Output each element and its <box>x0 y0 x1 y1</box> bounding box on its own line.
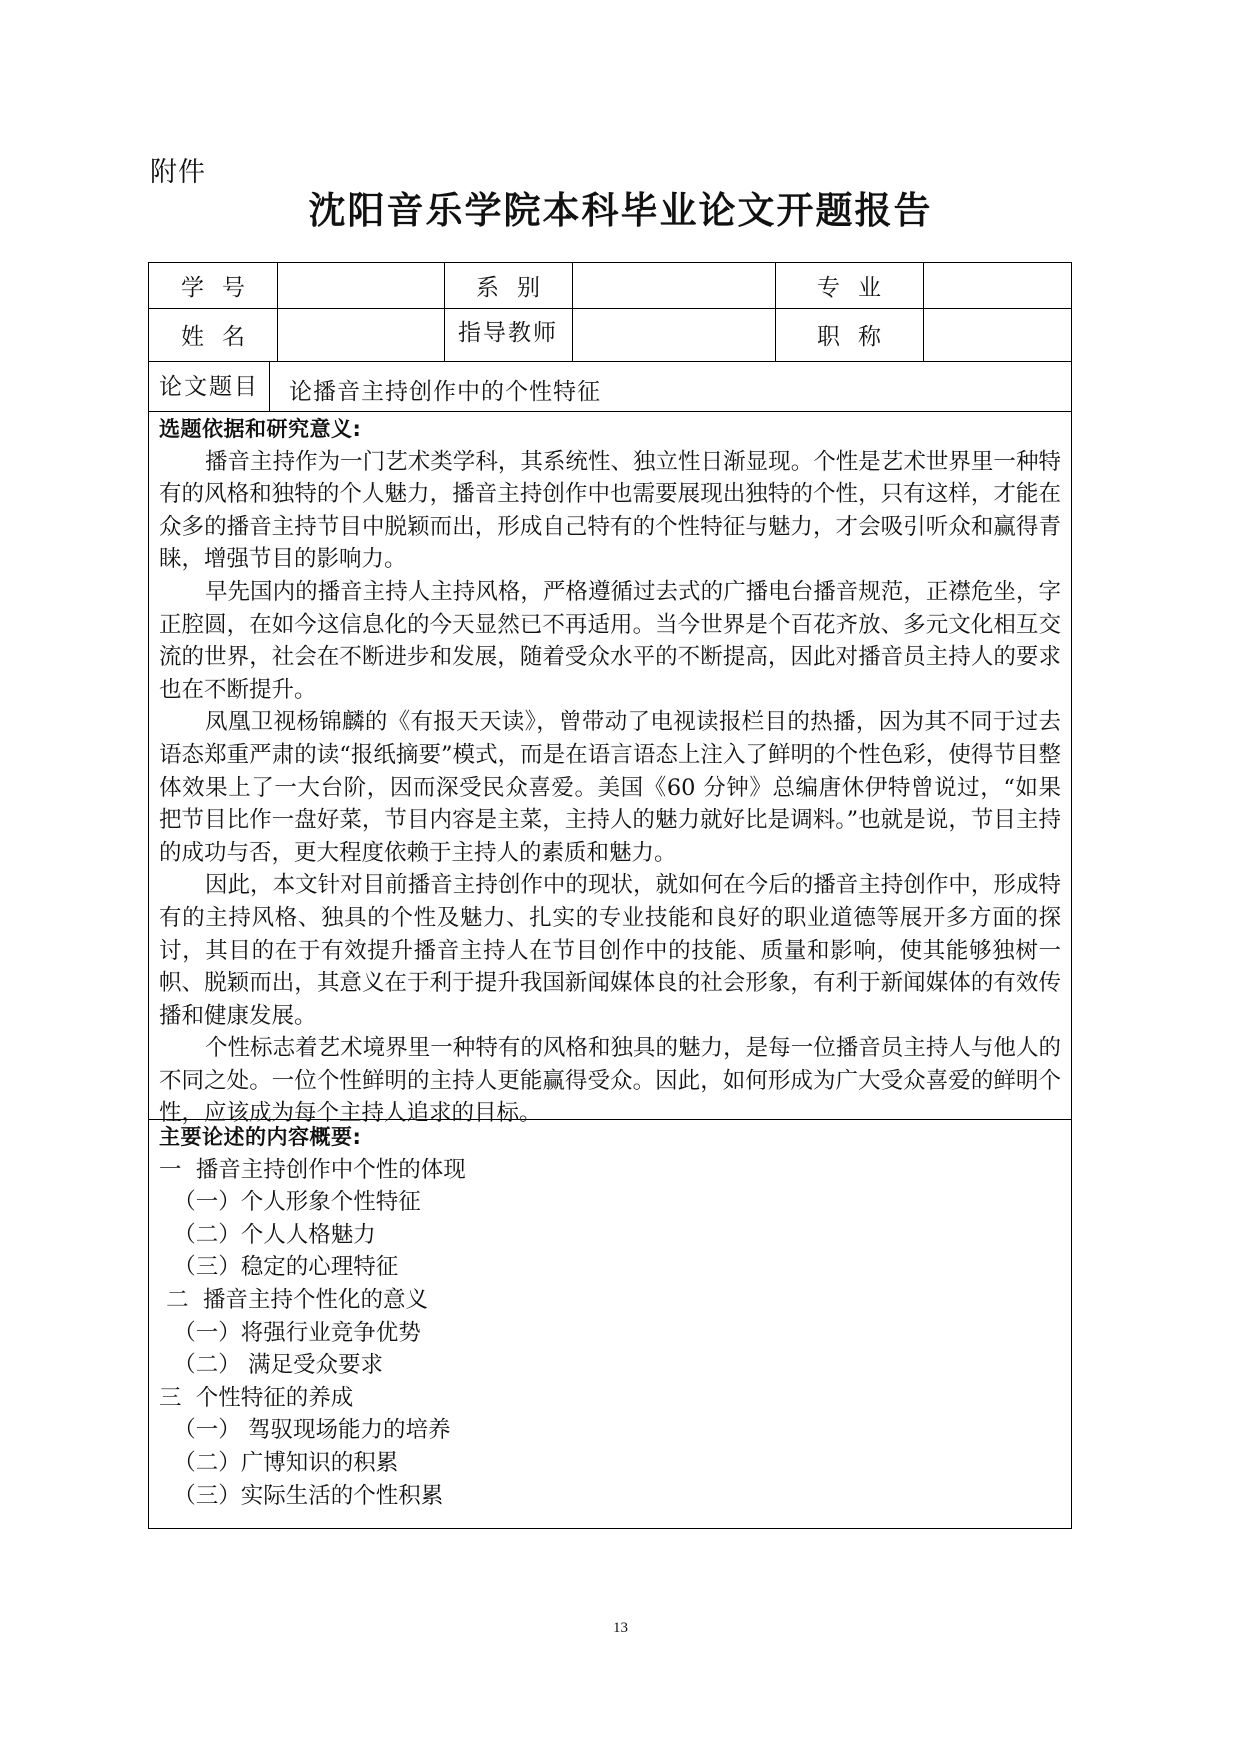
outline-item: （二）广博知识的积累 <box>159 1449 399 1476</box>
student-id-field[interactable] <box>277 263 444 308</box>
rationale-paragraph: 早先国内的播音主持人主持风格，严格遵循过去式的广播电台播音规范，正襟危坐，字正腔圆，在如今这信息化的今天显然已不再适用。当今世界是个百花齐放、多元文化相互交流的世界，社会在不断进步和发展，随着受众水平的不断提高，因此对播音员主持人的要求也在不断提升。 <box>159 578 1061 703</box>
thesis-title-label: 论文题目 <box>159 373 259 400</box>
rationale-paragraph: 因此，本文针对目前播音主持创作中的现状，就如何在今后的播音主持创作中，形成特有的主持风格、独具的个性及魅力、扎实的专业技能和良好的职业道德等展开多方面的探讨，其目的在于有效提升播音主持人在节目创作中的技能、质量和影响，使其能够独树一帜、脱颖而出，其意义在于利于提升我国新闻媒体良的社会形象，有利于新闻媒体的有效传播和健康发展。 <box>159 872 1061 1029</box>
rationale-heading: 选题依据和研究意义: <box>159 417 362 441</box>
rationale-paragraph: 凤凰卫视杨锦麟的《有报天天读》，曾带动了电视读报栏目的热播，因为其不同于过去语态郑重严肃的读“报纸摘要”模式，而是在语言语态上注入了鲜明的个性色彩，使得节目整体效果上了一大台阶，因而深受民众喜爱。美国《60 分钟》总编唐休伊特曾说过，“如果把节目比作一盘好菜，节目内容是主菜，主持人的魅力就好比是调料。”也就是说，节目主持的成功与否，更大程度依赖于主持人的素质和魅力。 <box>159 709 1061 866</box>
rank-label: 职称 <box>817 324 899 350</box>
row-divider <box>149 411 1071 412</box>
rationale-paragraph: 播音主持作为一门艺术类学科，其系统性、独立性日渐显现。个性是艺术世界里一种特有的风格和独特的个人魅力，播音主持创作中也需要展现出独特的个性，只有这样，才能在众多的播音主持节目中脱颖而出，形成自己特有的个性特征与魅力，才会吸引听众和赢得青睐，增强节目的影响力。 <box>159 448 1061 573</box>
outline-item: 二 播音主持个性化的意义 <box>159 1286 428 1313</box>
row-divider <box>149 361 1071 362</box>
student-id-label: 学号 <box>181 275 263 301</box>
name-label: 姓名 <box>181 324 263 350</box>
outline-heading: 主要论述的内容概要: <box>159 1125 362 1149</box>
column-divider <box>269 361 270 411</box>
outline-section <box>159 1121 1061 1512</box>
page-title: 沈阳音乐学院本科毕业论文开题报告 <box>308 189 933 232</box>
outline-item: （三）稳定的心理特征 <box>159 1254 399 1281</box>
department-field[interactable] <box>572 263 775 308</box>
advisor-field[interactable] <box>572 308 775 361</box>
outline-item: （一）个人形象个性特征 <box>159 1189 421 1216</box>
outline-item: （一） 驾驭现场能力的培养 <box>159 1417 451 1444</box>
outline-item: （二）个人人格魅力 <box>159 1221 376 1248</box>
rank-field[interactable] <box>923 308 1071 361</box>
rationale-paragraph: 个性标志着艺术境界里一种特有的风格和独具的魅力，是每一位播音员主持人与他人的不同之处。一位个性鲜明的主持人更能赢得受众。因此，如何形成为广大受众喜爱的鲜明个性，应该成为每个主持人追求的目标。 <box>159 1035 1061 1127</box>
page-number: 13 <box>613 1620 628 1636</box>
department-label: 系别 <box>476 275 558 301</box>
rationale-section <box>159 413 1061 1130</box>
outline-item: 一 播音主持创作中个性的体现 <box>159 1156 466 1183</box>
outline-item: （三）实际生活的个性积累 <box>159 1482 444 1509</box>
attachment-label: 附件 <box>150 157 206 188</box>
major-label: 专业 <box>817 275 899 301</box>
advisor-label: 指导教师 <box>458 320 558 346</box>
name-field[interactable] <box>277 308 444 361</box>
major-field[interactable] <box>923 263 1071 308</box>
thesis-title-field[interactable]: 论播音主持创作中的个性特征 <box>289 379 601 405</box>
outline-item: 三 个性特征的养成 <box>159 1384 354 1411</box>
outline-item: （二） 满足受众要求 <box>159 1352 383 1379</box>
proposal-form <box>148 262 1072 1529</box>
outline-item: （一）将强行业竞争优势 <box>159 1319 421 1346</box>
